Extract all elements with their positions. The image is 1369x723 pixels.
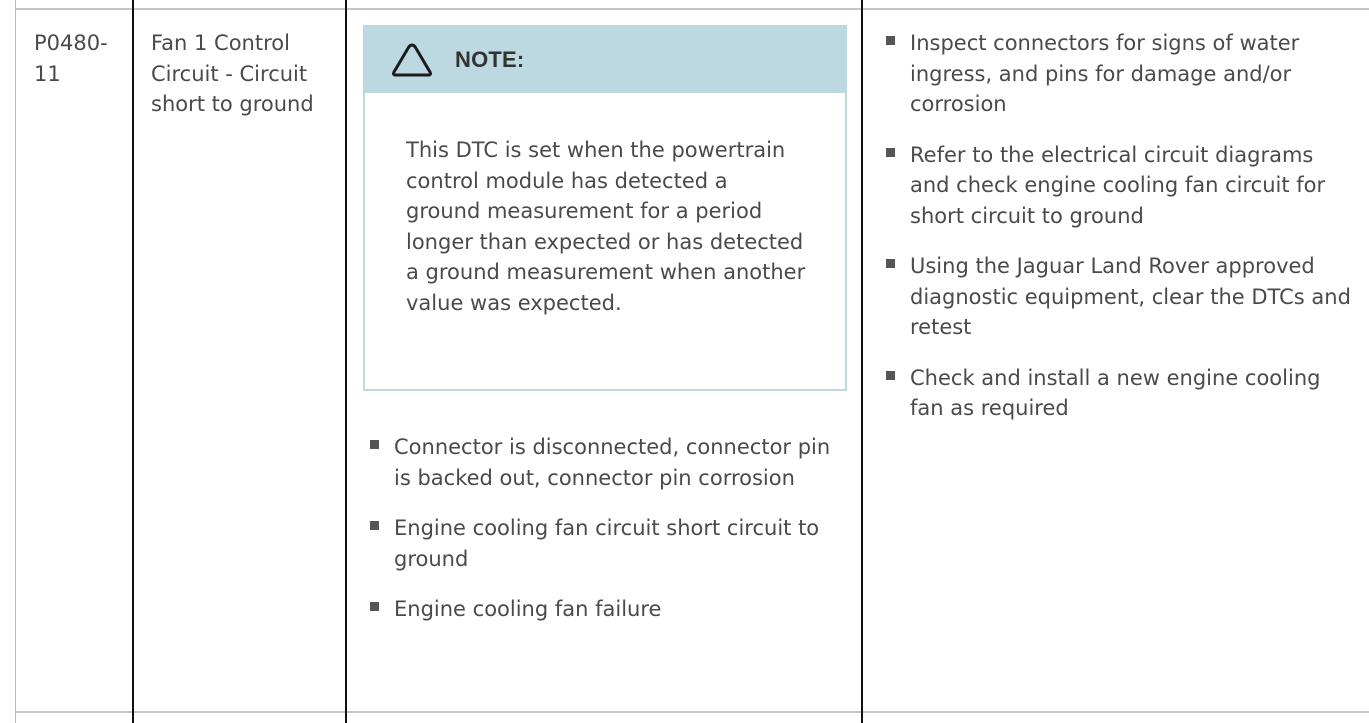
cause-text: Engine cooling fan failure	[394, 597, 662, 621]
list-item	[884, 363, 1354, 424]
list-item	[884, 28, 1354, 120]
action-text: Inspect connectors for signs of water ingress, and pins for damage and/or corrosion	[910, 31, 1300, 116]
column-divider-1	[132, 0, 134, 723]
table-left-border	[15, 0, 16, 723]
action-text: Using the Jaguar Land Rover approved diagnostic equipment, clear the DTCs and retest	[910, 254, 1351, 339]
bullet-icon	[370, 602, 379, 611]
note-text: This DTC is set when the powertrain control module has detected a ground measurement for a period longer than expected or has detected a ground measurement when another value was expected.	[406, 138, 806, 315]
dtc-code-cell	[34, 28, 126, 89]
bullet-icon	[370, 440, 379, 449]
actions-list	[884, 28, 1354, 444]
bullet-icon	[886, 36, 895, 45]
dtc-code: P0480- 11	[34, 31, 108, 86]
possible-causes-list	[368, 432, 843, 645]
bullet-icon	[886, 259, 895, 268]
bullet-icon	[370, 521, 379, 530]
action-text: Check and install a new engine cooling fan as required	[910, 365, 1321, 420]
cause-text: Engine cooling fan circuit short circuit to ground	[394, 516, 820, 571]
column-divider-2	[345, 0, 347, 723]
action-text: Refer to the electrical circuit diagrams and check engine cooling fan circuit for short circuit to ground	[910, 142, 1326, 228]
row-top-border	[16, 8, 1369, 10]
warning-triangle-icon	[391, 42, 433, 78]
list-item	[884, 251, 1354, 343]
column-divider-3	[861, 0, 863, 723]
bullet-icon	[886, 148, 895, 157]
note-label: NOTE:	[455, 46, 525, 72]
list-item	[368, 594, 843, 625]
cause-text: Connector is disconnected, connector pin is backed out, connector pin corrosion	[394, 435, 831, 490]
row-bottom-border	[16, 711, 1369, 713]
list-item	[368, 513, 843, 574]
dtc-description: Fan 1 Control Circuit - Circuit short to ground	[151, 31, 314, 116]
dtc-description-cell	[151, 28, 341, 120]
note-box	[363, 25, 847, 391]
bullet-icon	[886, 371, 895, 380]
note-header	[365, 27, 845, 93]
list-item	[368, 432, 843, 493]
list-item	[884, 140, 1354, 232]
